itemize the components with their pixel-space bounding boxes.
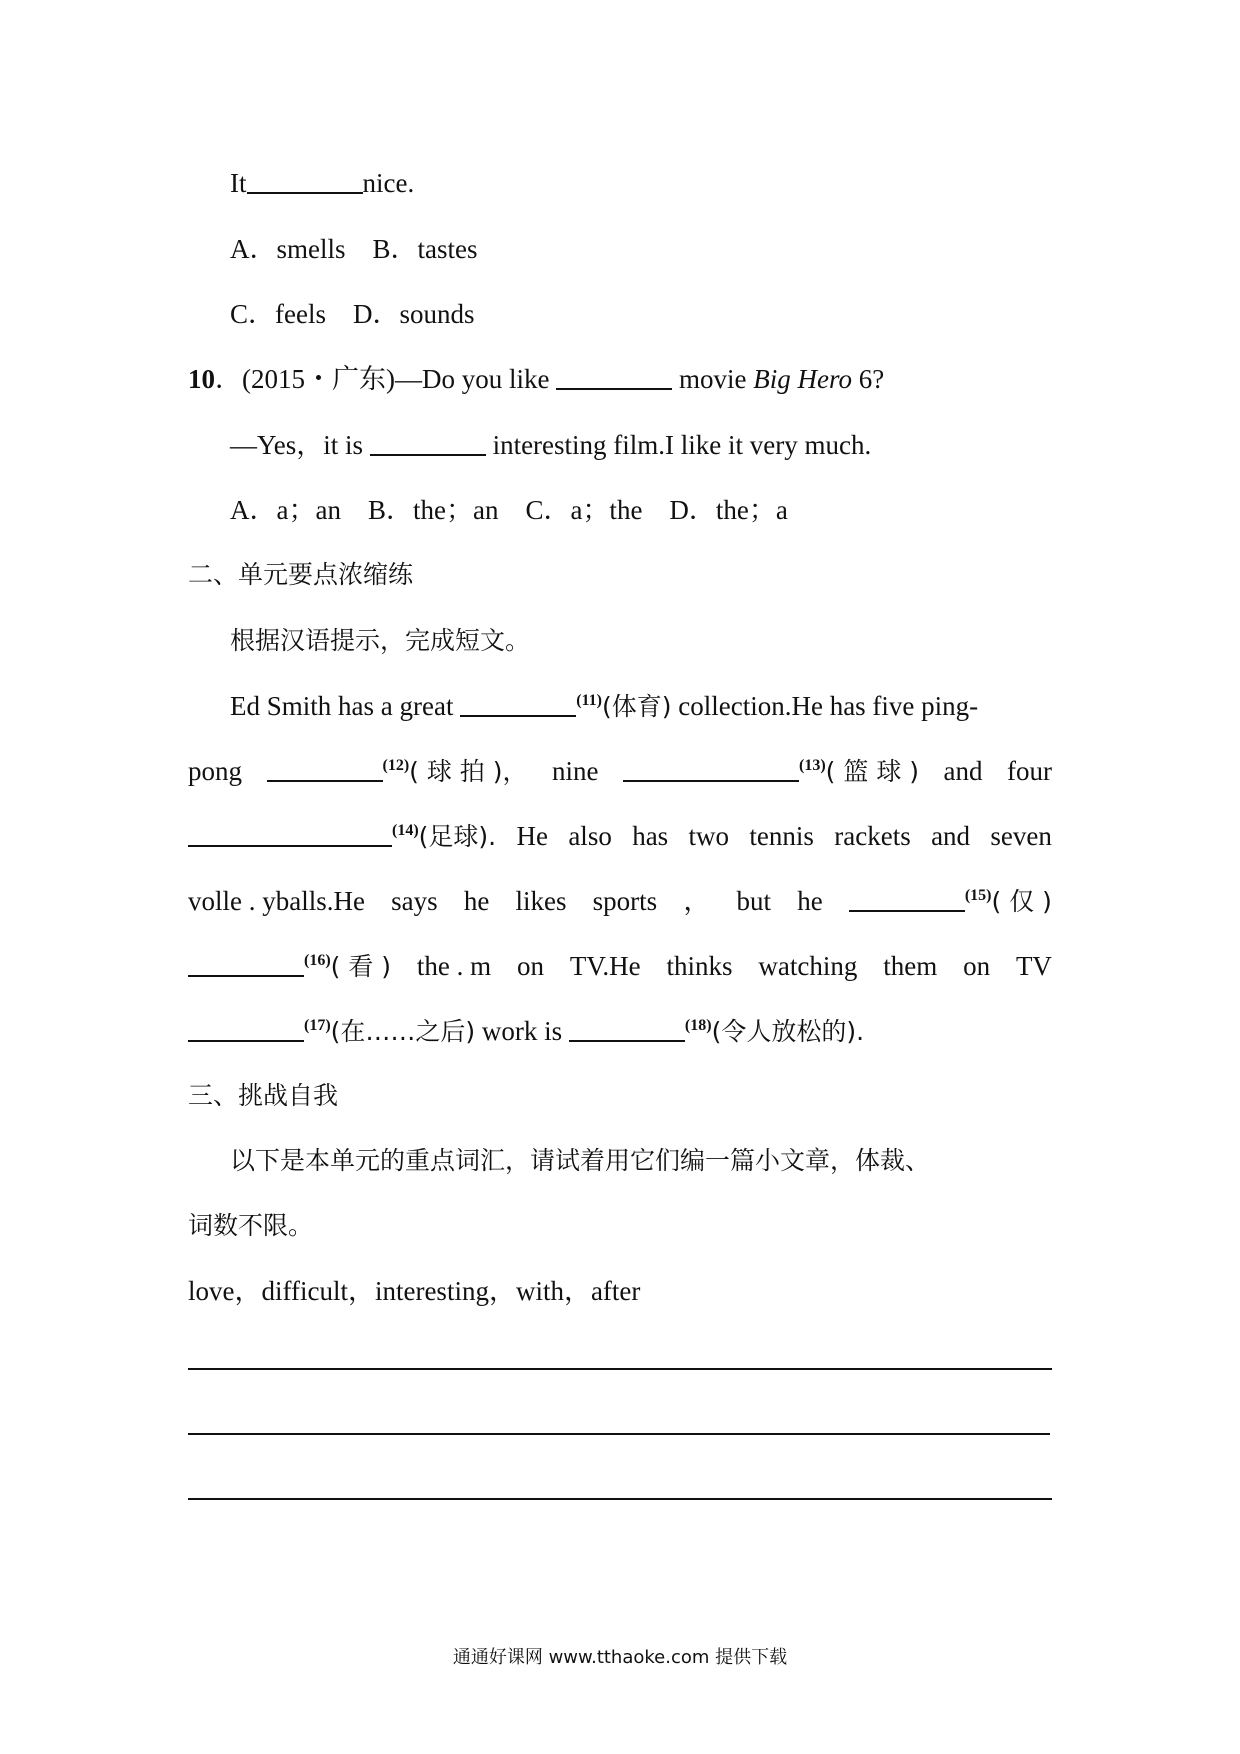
passage-line-1: Ed Smith has a great $^{(11)}$(体育) collection.He has five ping- (230, 691, 979, 721)
q9-options-cd: C．feels D．sounds (230, 299, 475, 329)
section3-heading: 三、挑战自我 (188, 1081, 339, 1110)
passage-line-6: $^{(17)}$(在……之后) work is $^{(18)}$(令人放松的). (188, 1018, 864, 1045)
blank-18[interactable] (569, 1018, 685, 1042)
blank-14[interactable] (188, 823, 392, 847)
passage-line-4: volle . yballs.He says he likes sports ， but he $^{(15)}$( 仅 ) (188, 886, 1052, 916)
q10-options: A．a；an B．the；an C．a；the D．the；a (230, 495, 788, 525)
q9-stem: It nice. (230, 168, 415, 198)
blank-15[interactable] (849, 888, 965, 912)
writing-line[interactable] (188, 1368, 1052, 1370)
vocabulary-words: love，difficult，interesting，with，after (188, 1276, 641, 1306)
section2-heading: 二、单元要点浓缩练 (188, 560, 414, 589)
section2-instruction: 根据汉语提示，完成短文。 (230, 626, 531, 655)
section3-instruction-cont: 词数不限。 (188, 1211, 314, 1240)
q9-options-ab: A．smells B．tastes (230, 234, 478, 264)
blank-17[interactable] (188, 1018, 304, 1042)
q10-reply: —Yes，it is interesting film.I like it very much. (230, 430, 872, 460)
answer-blank[interactable] (370, 432, 486, 456)
blank-16[interactable] (188, 953, 304, 977)
answer-blank[interactable] (247, 170, 363, 194)
blank-11[interactable] (460, 693, 576, 717)
writing-line[interactable] (188, 1433, 1050, 1435)
blank-12[interactable] (267, 758, 383, 782)
writing-line[interactable] (188, 1498, 1052, 1500)
passage-line-2: pong $^{(12)}$( 球 拍 )， nine $^{(13)}$( 篮 球 ) and four (188, 756, 1052, 786)
q10-stem: 10．(2015・广东)—Do you like movie Big Hero 6? (188, 364, 885, 394)
section3-instruction: 以下是本单元的重点词汇，请试着用它们编一篇小文章，体裁、 (230, 1146, 931, 1175)
answer-blank[interactable] (556, 366, 672, 390)
blank-13[interactable] (623, 758, 799, 782)
footer-source: 通通好课网 www.tthaoke.com 提供下载 (452, 1647, 788, 1668)
passage-line-3: $^{(14)}$(足球). He also has two tennis rackets and seven (188, 823, 1052, 850)
passage-line-5: $^{(16)}$( 看 ) the . m on TV.He thinks watching them on TV (188, 953, 1052, 980)
